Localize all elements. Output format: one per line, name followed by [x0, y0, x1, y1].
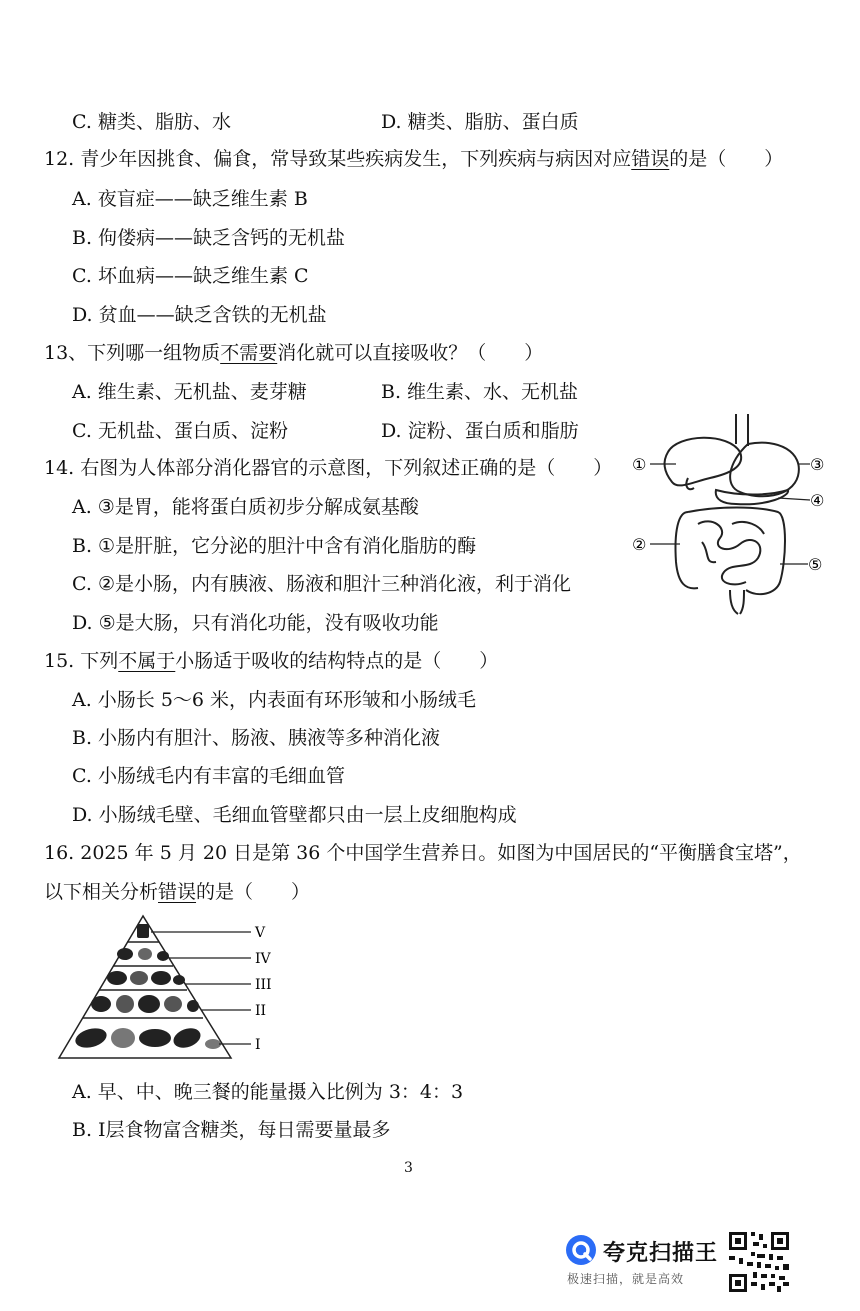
q13-option-c: C. 无机盐、蛋白质、淀粉 [72, 420, 288, 442]
scanner-logo-icon [565, 1234, 597, 1266]
q12-stem-end: 的是（ ） [669, 148, 784, 170]
q13-stem-end: 消化就可以直接吸收？（ ） [277, 342, 544, 364]
q15-option-b: B. 小肠内有胆汁、肠液、胰液等多种消化液 [72, 727, 441, 749]
pyramid-label-v: V [255, 925, 266, 941]
q13-stem-text: 13、下列哪一组物质 [44, 342, 221, 364]
q16-stem-line1: 16. 2025 年 5 月 20 日是第 36 个中国学生营养日。如图为中国居民的“平衡膳食宝塔”， [44, 842, 802, 864]
q14-option-c: C. ②是小肠，内有胰液、肠液和胆汁三种消化液，利于消化 [72, 573, 571, 595]
pyramid-label-i: I [255, 1037, 261, 1053]
scanner-watermark [565, 1230, 795, 1294]
q14-option-d: D. ⑤是大肠，只有消化功能，没有吸收功能 [72, 612, 439, 634]
q13-option-b: B. 维生素、水、无机盐 [381, 381, 579, 403]
pyramid-label-ii: II [255, 1003, 267, 1019]
label-2: ② [632, 535, 647, 554]
q11-option-d: D. 糖类、脂肪、蛋白质 [381, 111, 579, 133]
q12-option-a: A. 夜盲症——缺乏维生素 B [72, 188, 308, 210]
label-1: ① [632, 455, 647, 474]
q12-stem [44, 147, 783, 171]
q16-stem-text: 以下相关分析 [44, 881, 159, 903]
pyramid-label-iii: III [255, 977, 272, 993]
q15-option-c: C. 小肠绒毛内有丰富的毛细血管 [72, 765, 345, 787]
q14-option-b: B. ①是肝脏，它分泌的胆汁中含有消化脂肪的酶 [72, 535, 477, 557]
q15-stem-text: 15. 下列 [44, 650, 119, 672]
q12-stem-text: 12. 青少年因挑食、偏食，常导致某些疾病发生，下列疾病与病因对应 [44, 148, 632, 170]
q13-option-d: D. 淀粉、蛋白质和脂肪 [381, 420, 579, 442]
q16-stem-line2 [44, 880, 310, 904]
q14-option-a: A. ③是胃，能将蛋白质初步分解成氨基酸 [72, 496, 419, 518]
label-5: ⑤ [808, 555, 823, 574]
q13-stem [44, 341, 543, 365]
q14-stem: 14. 右图为人体部分消化器官的示意图，下列叙述正确的是（ ） [44, 457, 613, 479]
q15-stem-underlined: 不属于 [118, 650, 176, 672]
digestive-system-figure [628, 412, 828, 617]
q15-stem-end: 小肠适于吸收的结构特点的是（ ） [175, 650, 499, 672]
q15-stem [44, 649, 498, 673]
q16-option-b: B. Ⅰ层食物富含糖类，每日需要量最多 [72, 1119, 391, 1141]
food-pyramid-figure [55, 912, 285, 1064]
q12-option-d: D. 贫血——缺乏含铁的无机盐 [72, 304, 327, 326]
q12-option-c: C. 坏血病——缺乏维生素 C [72, 265, 309, 287]
q15-option-d: D. 小肠绒毛壁、毛细血管壁都只由一层上皮细胞构成 [72, 804, 517, 826]
label-4: ④ [810, 491, 825, 510]
scanner-slogan: 极速扫描，就是高效 [567, 1272, 685, 1286]
q16-stem-underlined: 错误 [158, 881, 197, 903]
q15-option-a: A. 小肠长 5～6 米，内表面有环形皱和小肠绒毛 [72, 689, 477, 711]
pyramid-label-iv: IV [255, 951, 271, 967]
scanner-name: 夸克扫描王 [603, 1241, 719, 1266]
q12-stem-underlined: 错误 [631, 148, 670, 170]
q12-option-b: B. 佝偻病——缺乏含钙的无机盐 [72, 227, 346, 249]
q13-stem-underlined: 不需要 [220, 342, 278, 364]
label-3: ③ [810, 455, 825, 474]
qr-code-icon [727, 1230, 791, 1294]
q13-option-a: A. 维生素、无机盐、麦芽糖 [72, 381, 307, 403]
q16-option-a: A. 早、中、晚三餐的能量摄入比例为 3：4：3 [72, 1081, 464, 1103]
page-number: 3 [404, 1160, 413, 1176]
q16-stem-end: 的是（ ） [196, 881, 311, 903]
q11-option-c: C. 糖类、脂肪、水 [72, 111, 231, 133]
